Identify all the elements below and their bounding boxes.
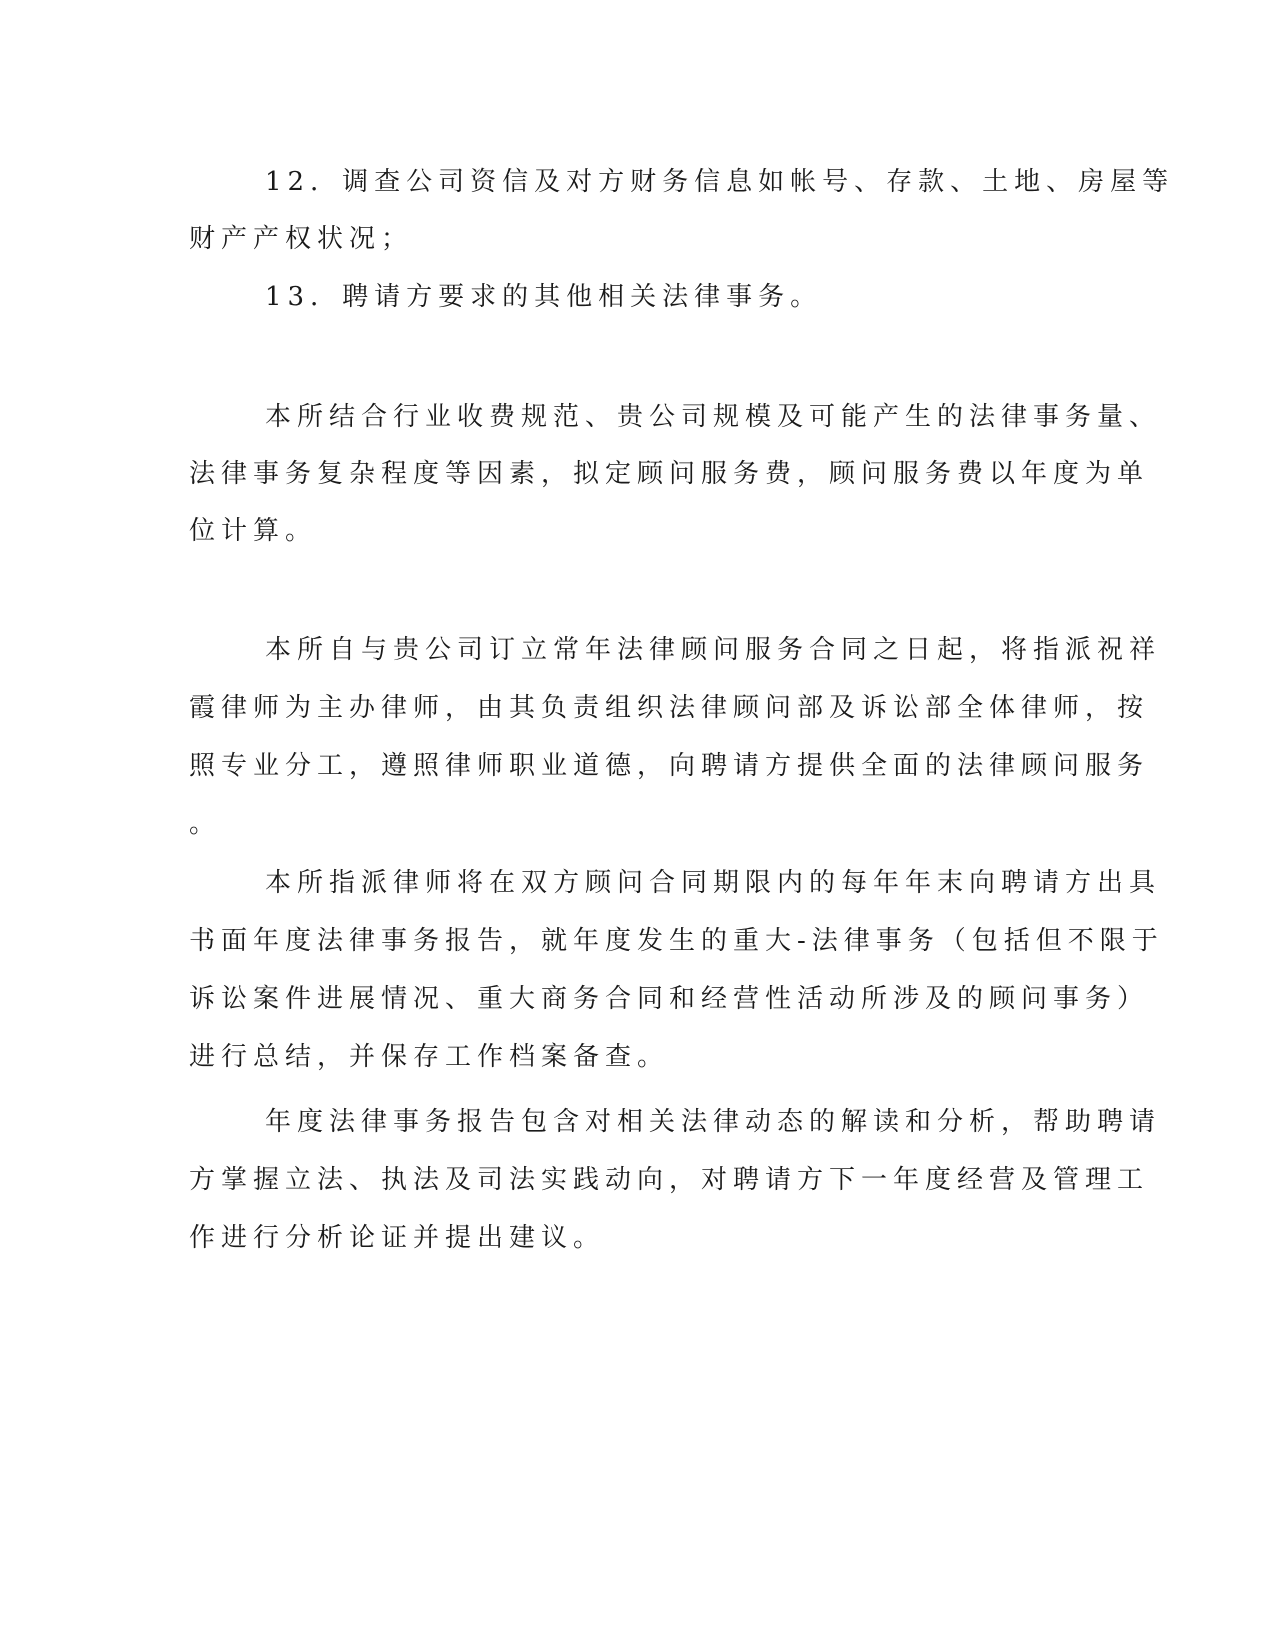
body-paragraph — [189, 633, 1162, 853]
paragraph-line: 法律事务复杂程度等因素，拟定顾问服务费，顾问服务费以年度为单 — [189, 459, 1150, 489]
paragraph-line: 霞律师为主办律师，由其负责组织法律顾问部及诉讼部全体律师，按 — [189, 693, 1150, 723]
paragraph-line: 进行总结，并保存工作档案备查。 — [189, 1042, 670, 1072]
paragraph-line: 书面年度法律事务报告，就年度发生的重大-法律事务（包括但不限于 — [189, 926, 1164, 956]
paragraph-line: 照专业分工，遵照律师职业道德，向聘请方提供全面的法律顾问服务 — [189, 751, 1150, 781]
paragraph-line: 本所结合行业收费规范、贵公司规模及可能产生的法律事务量、 — [265, 402, 1162, 432]
paragraph-line: 。 — [189, 809, 222, 839]
paragraph-line: 作进行分析论证并提出建议。 — [189, 1223, 606, 1253]
paragraph-line: 年度法律事务报告包含对相关法律动态的解读和分析，帮助聘请 — [265, 1107, 1162, 1137]
paragraph-line: 位计算。 — [189, 516, 318, 546]
paragraph-line: 本所指派律师将在双方顾问合同期限内的每年年末向聘请方出具 — [265, 868, 1162, 898]
paragraph-line: 12．调查公司资信及对方财务信息如帐号、存款、土地、房屋等 — [265, 167, 1175, 197]
paragraph-line: 本所自与贵公司订立常年法律顾问服务合同之日起，将指派祝祥 — [265, 635, 1162, 665]
body-paragraph — [189, 1105, 1162, 1275]
paragraph-line: 方掌握立法、执法及司法实践动向，对聘请方下一年度经营及管理工 — [189, 1165, 1150, 1195]
paragraph-line: 诉讼案件进展情况、重大商务合同和经营性活动所涉及的顾问事务） — [189, 984, 1150, 1014]
body-paragraph — [189, 400, 1162, 560]
body-paragraph — [189, 866, 1164, 1096]
list-item — [189, 280, 1084, 320]
paragraph-line: 13．聘请方要求的其他相关法律事务。 — [265, 282, 823, 312]
list-item — [189, 165, 1175, 265]
paragraph-line: 财产产权状况； — [189, 224, 414, 254]
